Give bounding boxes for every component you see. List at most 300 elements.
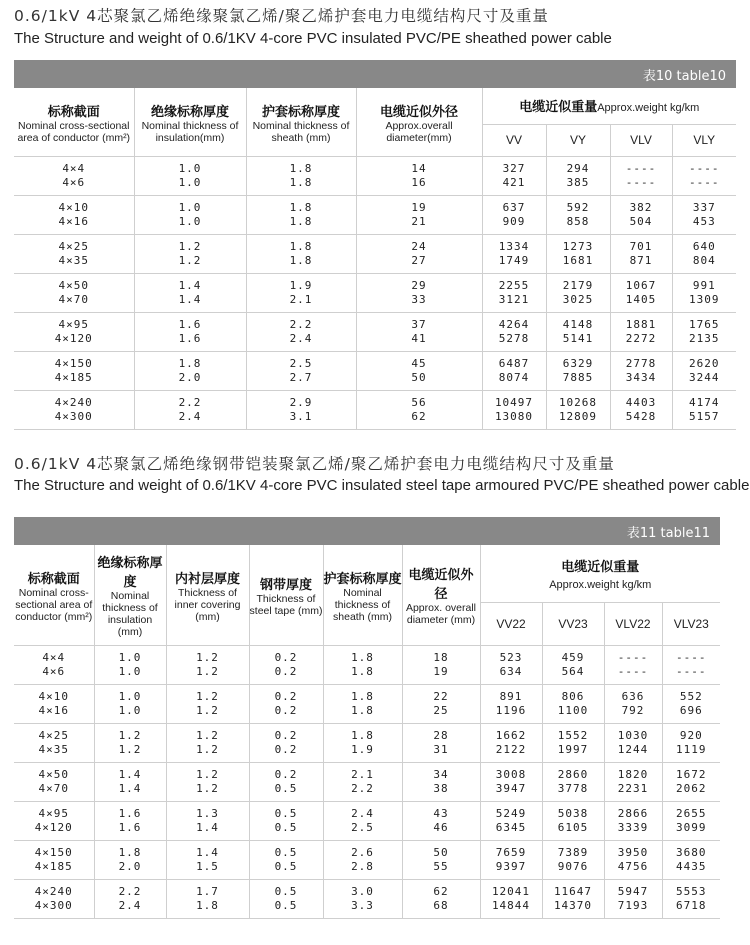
cell-value: 891 <box>499 690 523 703</box>
cell-value: 453 <box>692 215 716 228</box>
table-row <box>14 646 720 685</box>
cell-value: 9076 <box>557 860 589 873</box>
table-cell <box>166 802 249 841</box>
cell-value: 4×70 <box>38 782 69 795</box>
cell-value: 1.8 <box>289 215 313 228</box>
table-cell <box>246 274 356 313</box>
table-cell <box>356 235 482 274</box>
cell-value: 4×25 <box>58 240 89 253</box>
table-cell <box>662 646 720 685</box>
table-cell <box>546 235 610 274</box>
cell-value: 0.2 <box>274 651 298 664</box>
table-cell <box>482 313 546 352</box>
cell-value: 1.2 <box>196 704 219 717</box>
cell-value: 2.4 <box>351 807 374 820</box>
cell-value: 0.5 <box>274 846 298 859</box>
cell-value: 1.7 <box>196 885 219 898</box>
cell-value: 858 <box>566 215 590 228</box>
table-cell <box>546 391 610 430</box>
col-vlv: VLV <box>610 124 672 156</box>
table-cell <box>402 685 480 724</box>
table-cell <box>480 841 542 880</box>
cell-value: 2.5 <box>351 821 374 834</box>
cell-value: 1662 <box>495 729 527 742</box>
table-cell <box>542 763 604 802</box>
cell-value: 1681 <box>562 254 594 267</box>
cell-value: 871 <box>629 254 653 267</box>
cell-value: 5249 <box>495 807 527 820</box>
cell-value: 637 <box>502 201 526 214</box>
cell-value: 1.8 <box>351 729 374 742</box>
table-cell <box>480 724 542 763</box>
cell-value: 62 <box>411 410 427 423</box>
cell-value: 504 <box>629 215 653 228</box>
cell-value: 7885 <box>562 371 594 384</box>
table-cell <box>604 763 662 802</box>
cell-value: 6329 <box>562 357 594 370</box>
table-cell <box>94 724 166 763</box>
cell-value: 3121 <box>498 293 530 306</box>
col-vly: VLY <box>672 124 736 156</box>
header-cross-section: 标称截面 Nominal cross-sectional area of conductor (mm²) <box>14 545 94 646</box>
table-cell <box>546 352 610 391</box>
cell-value: 1067 <box>625 279 657 292</box>
table-cell <box>134 313 246 352</box>
cell-value: 459 <box>561 651 585 664</box>
cell-value: 1.9 <box>351 743 374 756</box>
cell-value: 696 <box>679 704 703 717</box>
section1-title-cn: 0.6/1kV 4芯聚氯乙烯绝缘聚氯乙烯/聚乙烯护套电力电缆结构尺寸及重量 <box>14 7 549 25</box>
table-cell <box>166 646 249 685</box>
cell-value: 4×35 <box>38 743 69 756</box>
cell-value: 991 <box>692 279 716 292</box>
cell-value: ---- <box>617 651 649 664</box>
cell-value: 2.0 <box>118 860 142 873</box>
cell-value: 1309 <box>689 293 720 306</box>
cell-value: 5553 <box>676 885 707 898</box>
cell-value: 1.0 <box>178 201 202 214</box>
cell-value: 0.5 <box>274 821 298 834</box>
cell-value: 46 <box>433 821 449 834</box>
table-row <box>14 724 720 763</box>
cell-value: 4×4 <box>62 162 86 175</box>
cell-value: ---- <box>689 162 720 175</box>
col-vlv23: VLV23 <box>662 602 720 645</box>
table-cell <box>323 724 402 763</box>
cell-value: 2860 <box>557 768 589 781</box>
cell-value: 294 <box>566 162 590 175</box>
section2-title-cn: 0.6/1kV 4芯聚氯乙烯绝缘钢带铠装聚氯乙烯/聚乙烯护套电力电缆结构尺寸及重量 <box>14 455 615 473</box>
table-cell <box>356 274 482 313</box>
table-cell <box>323 763 402 802</box>
header-diameter: 电缆近似外径 Approx. overall diameter (mm) <box>402 545 480 646</box>
cell-value: ---- <box>676 651 707 664</box>
table-cell <box>166 841 249 880</box>
cell-value: 24 <box>411 240 427 253</box>
table-cell <box>94 646 166 685</box>
cell-value: 2122 <box>495 743 527 756</box>
cell-value: 1.2 <box>196 743 219 756</box>
cell-value: 50 <box>433 846 449 859</box>
table-cell <box>323 841 402 880</box>
cell-value: 2.8 <box>351 860 374 873</box>
cell-value: 2866 <box>617 807 649 820</box>
cell-value: 1.3 <box>196 807 219 820</box>
cell-value: 0.2 <box>274 704 298 717</box>
table-cell <box>134 274 246 313</box>
cell-value: 22 <box>433 690 449 703</box>
cell-value: 1.2 <box>196 690 219 703</box>
cell-value: 1.2 <box>118 729 142 742</box>
table-cell <box>604 841 662 880</box>
cell-value: 8074 <box>498 371 530 384</box>
cell-value: 636 <box>621 690 645 703</box>
cell-value: 1881 <box>625 318 657 331</box>
table-cell <box>134 391 246 430</box>
table-cell <box>482 196 546 235</box>
table-cell <box>546 313 610 352</box>
cell-value: 4×16 <box>38 704 69 717</box>
cell-value: 4×95 <box>58 318 89 331</box>
cell-value: 4×120 <box>34 821 73 834</box>
table-cell <box>542 802 604 841</box>
table-cell <box>402 802 480 841</box>
table-cell <box>542 880 604 919</box>
cell-value: 421 <box>502 176 526 189</box>
table10 <box>14 60 736 430</box>
cell-value: 5428 <box>625 410 657 423</box>
table-cell <box>14 235 134 274</box>
cell-value: 3339 <box>617 821 649 834</box>
table-cell <box>14 841 94 880</box>
table-cell <box>14 763 94 802</box>
cell-value: 19 <box>433 665 449 678</box>
cell-value: 1.6 <box>118 807 142 820</box>
table-cell <box>482 157 546 196</box>
cell-value: 3947 <box>495 782 527 795</box>
cell-value: 0.2 <box>274 743 298 756</box>
table-cell <box>546 274 610 313</box>
cell-value: 28 <box>433 729 449 742</box>
table-cell <box>249 646 323 685</box>
cell-value: 55 <box>433 860 449 873</box>
section2-title-en: The Structure and weight of 0.6/1KV 4-core PVC insulated steel tape armoured PVC/PE sheathed power cable <box>14 477 750 494</box>
header-weight: 电缆近似重量Approx.weight kg/km <box>482 88 736 124</box>
cell-value: 909 <box>502 215 526 228</box>
cell-value: 5038 <box>557 807 589 820</box>
table-cell <box>482 274 546 313</box>
cell-value: 0.5 <box>274 807 298 820</box>
cell-value: 0.2 <box>274 729 298 742</box>
cell-value: 43 <box>433 807 449 820</box>
cell-value: 38 <box>433 782 449 795</box>
table-cell <box>604 646 662 685</box>
cell-value: 1.6 <box>118 821 142 834</box>
cell-value: 1.6 <box>178 318 202 331</box>
cell-value: 1.4 <box>178 293 202 306</box>
table-cell <box>134 352 246 391</box>
table-cell <box>14 313 134 352</box>
cell-value: 701 <box>629 240 653 253</box>
cell-value: 592 <box>566 201 590 214</box>
table-cell <box>542 841 604 880</box>
cell-value: 10268 <box>558 396 598 409</box>
table-cell <box>480 880 542 919</box>
cell-value: 2.2 <box>289 318 313 331</box>
cell-value: 1.0 <box>118 651 142 664</box>
table-cell <box>662 802 720 841</box>
cell-value: 4756 <box>617 860 649 873</box>
col-vv: VV <box>482 124 546 156</box>
cell-value: 920 <box>679 729 703 742</box>
cell-value: 1334 <box>498 240 530 253</box>
cell-value: 50 <box>411 371 427 384</box>
table-cell <box>610 352 672 391</box>
cell-value: 4×120 <box>54 332 93 345</box>
table-cell <box>14 274 134 313</box>
cell-value: 3434 <box>625 371 657 384</box>
cell-value: 2.4 <box>289 332 313 345</box>
cell-value: 4×35 <box>58 254 89 267</box>
cell-value: 806 <box>561 690 585 703</box>
table-cell <box>94 880 166 919</box>
cell-value: 1.8 <box>289 201 313 214</box>
cell-value: 1405 <box>625 293 657 306</box>
table-cell <box>246 157 356 196</box>
cell-value: 3.3 <box>351 899 374 912</box>
table-cell <box>356 196 482 235</box>
cell-value: 3025 <box>562 293 594 306</box>
table-cell <box>94 763 166 802</box>
table-cell <box>482 235 546 274</box>
cell-value: 1.9 <box>289 279 313 292</box>
cell-value: 6487 <box>498 357 530 370</box>
table-cell <box>166 685 249 724</box>
cell-value: 4×50 <box>38 768 69 781</box>
cell-value: 4×16 <box>58 215 89 228</box>
cell-value: 2.1 <box>351 768 374 781</box>
cell-value: 12041 <box>491 885 531 898</box>
cell-value: 2.2 <box>351 782 374 795</box>
cell-value: 3680 <box>676 846 707 859</box>
cell-value: ---- <box>689 176 720 189</box>
table-cell <box>480 685 542 724</box>
cell-value: 2.1 <box>289 293 313 306</box>
header-insulation: 绝缘标称厚度 Nominal thickness of insulation(mm) <box>134 88 246 157</box>
cell-value: 1.0 <box>178 176 202 189</box>
cell-value: 640 <box>692 240 716 253</box>
table-cell <box>604 802 662 841</box>
col-vv23: VV23 <box>542 602 604 645</box>
table-cell <box>249 880 323 919</box>
table-cell <box>356 157 482 196</box>
cell-value: 2655 <box>676 807 707 820</box>
table11-body <box>14 646 720 919</box>
cell-value: 6718 <box>676 899 707 912</box>
cell-value: 2778 <box>625 357 657 370</box>
cell-value: 1.4 <box>118 782 142 795</box>
cell-value: 12809 <box>558 410 598 423</box>
cell-value: 385 <box>566 176 590 189</box>
cell-value: 41 <box>411 332 427 345</box>
cell-value: 31 <box>433 743 449 756</box>
table-cell <box>402 724 480 763</box>
table-cell <box>249 724 323 763</box>
cell-value: 1.0 <box>178 162 202 175</box>
cell-value: ---- <box>625 176 657 189</box>
cell-value: 2.0 <box>178 371 202 384</box>
table-cell <box>402 880 480 919</box>
cell-value: 4×240 <box>54 396 93 409</box>
header-diameter: 电缆近似外径 Approx.overall diameter(mm) <box>356 88 482 157</box>
table-cell <box>672 352 736 391</box>
cell-value: 4×10 <box>58 201 89 214</box>
header-sheath: 护套标称厚度 Nominal thickness of sheath (mm) <box>246 88 356 157</box>
cell-value: 2.7 <box>289 371 313 384</box>
table-cell <box>356 352 482 391</box>
cell-value: 2255 <box>498 279 530 292</box>
table-cell <box>662 880 720 919</box>
table-cell <box>482 391 546 430</box>
cell-value: 33 <box>411 293 427 306</box>
table-cell <box>546 196 610 235</box>
table-row <box>14 391 736 430</box>
cell-value: 2620 <box>689 357 720 370</box>
cell-value: 3244 <box>689 371 720 384</box>
table11-label: 表11 table11 <box>14 517 720 545</box>
cell-value: 2272 <box>625 332 657 345</box>
table-cell <box>14 685 94 724</box>
cell-value: 0.2 <box>274 665 298 678</box>
cell-value: 16 <box>411 176 427 189</box>
col-vlv22: VLV22 <box>604 602 662 645</box>
cell-value: 337 <box>692 201 716 214</box>
cell-value: 1.4 <box>178 279 202 292</box>
cell-value: 1.8 <box>289 176 313 189</box>
cell-value: 18 <box>433 651 449 664</box>
table-cell <box>134 157 246 196</box>
cell-value: 3099 <box>676 821 707 834</box>
cell-value: 4×240 <box>34 885 73 898</box>
cell-value: 1765 <box>689 318 720 331</box>
table-cell <box>323 685 402 724</box>
cell-value: 1.8 <box>289 254 313 267</box>
cell-value: 62 <box>433 885 449 898</box>
cell-value: 7659 <box>495 846 527 859</box>
table-cell <box>480 802 542 841</box>
cell-value: 4×25 <box>38 729 69 742</box>
table-cell <box>610 235 672 274</box>
table-cell <box>94 841 166 880</box>
cell-value: 4148 <box>562 318 594 331</box>
cell-value: 6105 <box>557 821 589 834</box>
table-cell <box>134 196 246 235</box>
cell-value: 0.2 <box>274 690 298 703</box>
table-row <box>14 880 720 919</box>
cell-value: 1.2 <box>178 240 202 253</box>
cell-value: 1.2 <box>178 254 202 267</box>
cell-value: 1.8 <box>351 704 374 717</box>
table-cell <box>246 196 356 235</box>
table-cell <box>542 685 604 724</box>
table-cell <box>604 685 662 724</box>
cell-value: 1.5 <box>196 860 219 873</box>
table-row <box>14 274 736 313</box>
table-cell <box>672 313 736 352</box>
cell-value: 3008 <box>495 768 527 781</box>
table-cell <box>249 802 323 841</box>
cell-value: ---- <box>676 665 707 678</box>
cell-value: 45 <box>411 357 427 370</box>
cell-value: 2.2 <box>118 885 142 898</box>
table-cell <box>249 841 323 880</box>
cell-value: 1030 <box>617 729 649 742</box>
table-cell <box>610 157 672 196</box>
cell-value: 7389 <box>557 846 589 859</box>
col-vv22: VV22 <box>480 602 542 645</box>
cell-value: 21 <box>411 215 427 228</box>
cell-value: 1.4 <box>196 846 219 859</box>
table-cell <box>246 352 356 391</box>
table-row <box>14 802 720 841</box>
cell-value: ---- <box>625 162 657 175</box>
table-cell <box>662 841 720 880</box>
cell-value: 4×185 <box>34 860 73 873</box>
cell-value: 4×150 <box>34 846 73 859</box>
cell-value: 2062 <box>676 782 707 795</box>
cell-value: 27 <box>411 254 427 267</box>
cell-value: 4403 <box>625 396 657 409</box>
table-cell <box>94 802 166 841</box>
table-row <box>14 763 720 802</box>
cell-value: 1.0 <box>118 690 142 703</box>
cell-value: 5947 <box>617 885 649 898</box>
table-cell <box>323 646 402 685</box>
cell-value: 4×10 <box>38 690 69 703</box>
cell-value: 1.4 <box>118 768 142 781</box>
table-cell <box>662 724 720 763</box>
table11 <box>14 517 720 919</box>
cell-value: 19 <box>411 201 427 214</box>
table-row <box>14 235 736 274</box>
cell-value: 14844 <box>491 899 531 912</box>
table-row <box>14 313 736 352</box>
cell-value: 29 <box>411 279 427 292</box>
cell-value: 564 <box>561 665 585 678</box>
cell-value: 2231 <box>617 782 649 795</box>
cell-value: 2.4 <box>118 899 142 912</box>
cell-value: 14370 <box>553 899 593 912</box>
cell-value: 3.1 <box>289 410 313 423</box>
table-row <box>14 685 720 724</box>
cell-value: 1.8 <box>178 357 202 370</box>
cell-value: 1672 <box>676 768 707 781</box>
cell-value: 0.2 <box>274 768 298 781</box>
cell-value: 4264 <box>498 318 530 331</box>
cell-value: 4×50 <box>58 279 89 292</box>
cell-value: 1119 <box>676 743 707 756</box>
table-cell <box>356 313 482 352</box>
table-cell <box>542 724 604 763</box>
cell-value: 2.9 <box>289 396 313 409</box>
cell-value: 4×185 <box>54 371 93 384</box>
table-cell <box>246 391 356 430</box>
table-cell <box>323 880 402 919</box>
header-weight: 电缆近似重量 Approx.weight kg/km <box>480 545 720 602</box>
header-insulation: 绝缘标称厚度 Nominal thickness of insulation (mm) <box>94 545 166 646</box>
table-cell <box>14 646 94 685</box>
cell-value: 1.4 <box>196 821 219 834</box>
